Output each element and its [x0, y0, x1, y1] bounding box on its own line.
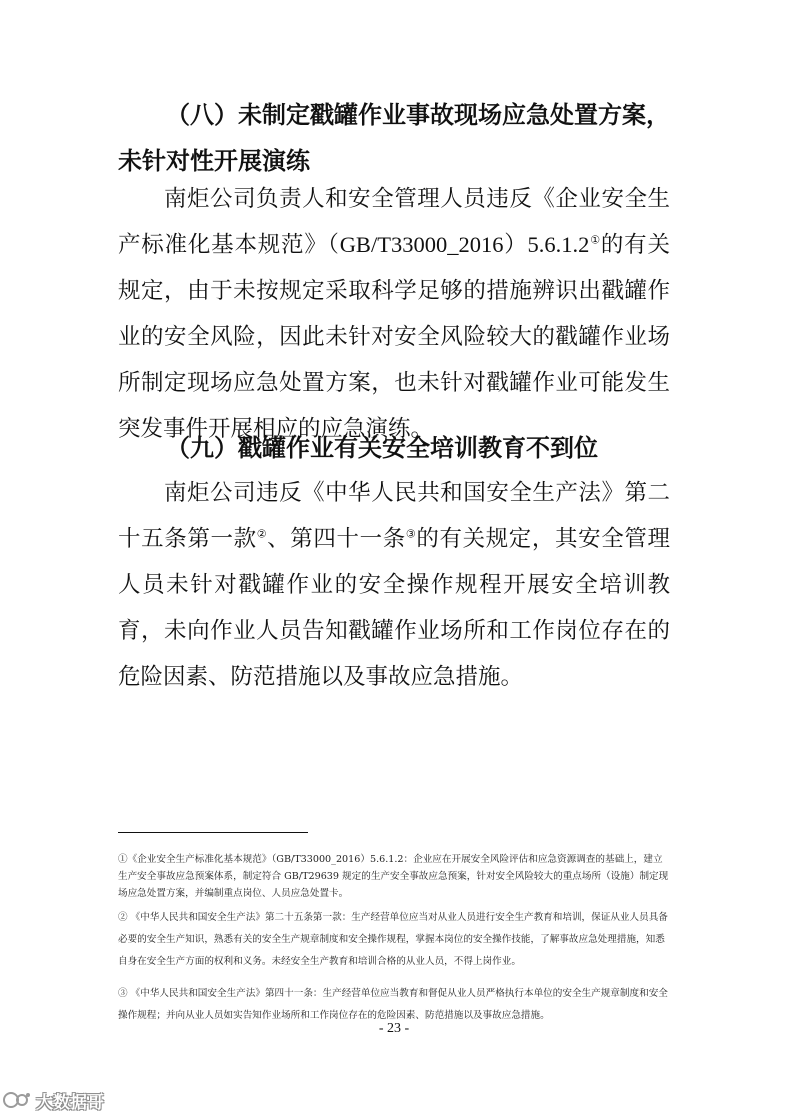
footnote-ref-3[interactable]: ③	[405, 527, 417, 541]
footnote-3: ③ 《中华人民共和国安全生产法》第四十一条：生产经营单位应当教育和督促从业人员严格执行本单位的安全生产规章制度和安全操作规程；并向从业人员如实告知作业场所和工作岗位存在的危险因素、防范措施以及事故应急措施。	[118, 988, 668, 1021]
section-9-text-c: 的有关规定，其安全管理人员未针对戳罐作业的安全操作规程开展安全培训教育，未向作业人员告知戳罐作业场所和工作岗位存在的危险因素、防范措施以及事故应急措施。	[118, 526, 670, 690]
standard-code: GB/T33000_2016	[339, 232, 504, 257]
page-number: - 23 -	[378, 1021, 410, 1036]
section-8-text-b: ）	[503, 232, 528, 258]
footnote-ref-1[interactable]: ①	[589, 233, 601, 247]
footnote-1: ①《企业安全生产标准化基本规范》（GB/T33000_2016）5.6.1.2：企业应在开展安全风险评估和应急资源调查的基础上，建立生产安全事故应急预案体系，制定符合 GB/T29639 规定的生产安全事故应急预案，针对安全风险较大的重点场所（设施）制定现场应急处置方案，并编制重点岗位、人员应急处置卡。	[118, 854, 669, 899]
section-9-heading: （九）戳罐作业有关安全培训教育不到位	[166, 434, 598, 462]
section-8-text-a: 南炬公司负责人和安全管理人员违反《企业安全生产标准化基本规范》（	[118, 186, 670, 258]
watermark	[2, 1088, 104, 1112]
section-8-heading: （八）未制定戳罐作业事故现场应急处置方案，未针对性开展演练	[118, 101, 670, 175]
watermark-logo-icon	[2, 1089, 32, 1111]
clause-number: 5.6.1.2	[527, 232, 590, 257]
section-9-paragraph	[118, 470, 670, 700]
footnote-ref-2[interactable]: ②	[256, 527, 268, 541]
watermark-text: 大数据哥	[36, 1092, 104, 1113]
section-9-text-a: 南炬公司违反《中华人民共和国安全生产法》第二十五条第一款	[118, 480, 670, 552]
footnote-2: ② 《中华人民共和国安全生产法》第二十五条第一款：生产经营单位应当对从业人员进行安全生产教育和培训，保证从业人员具备必要的安全生产知识，熟悉有关的安全生产规章制度和安全操作规程，掌握本岗位的安全操作技能，了解事故应急处理措施，知悉自身在安全生产方面的权利和义务。未经安全生产教育和培训合格的从业人员，不得上岗作业。	[118, 912, 668, 967]
section-8-paragraph	[118, 176, 670, 452]
section-9-text-b: 、第四十一条	[267, 526, 406, 552]
footnote-divider	[118, 832, 308, 833]
section-8-text-c: 的有关规定，由于未按规定采取科学足够的措施辨识出戳罐作业的安全风险，因此未针对安全风险较大的戳罐作业场所制定现场应急处置方案，也未针对戳罐作业可能发生突发事件开展相应的应急演练。	[118, 232, 670, 442]
